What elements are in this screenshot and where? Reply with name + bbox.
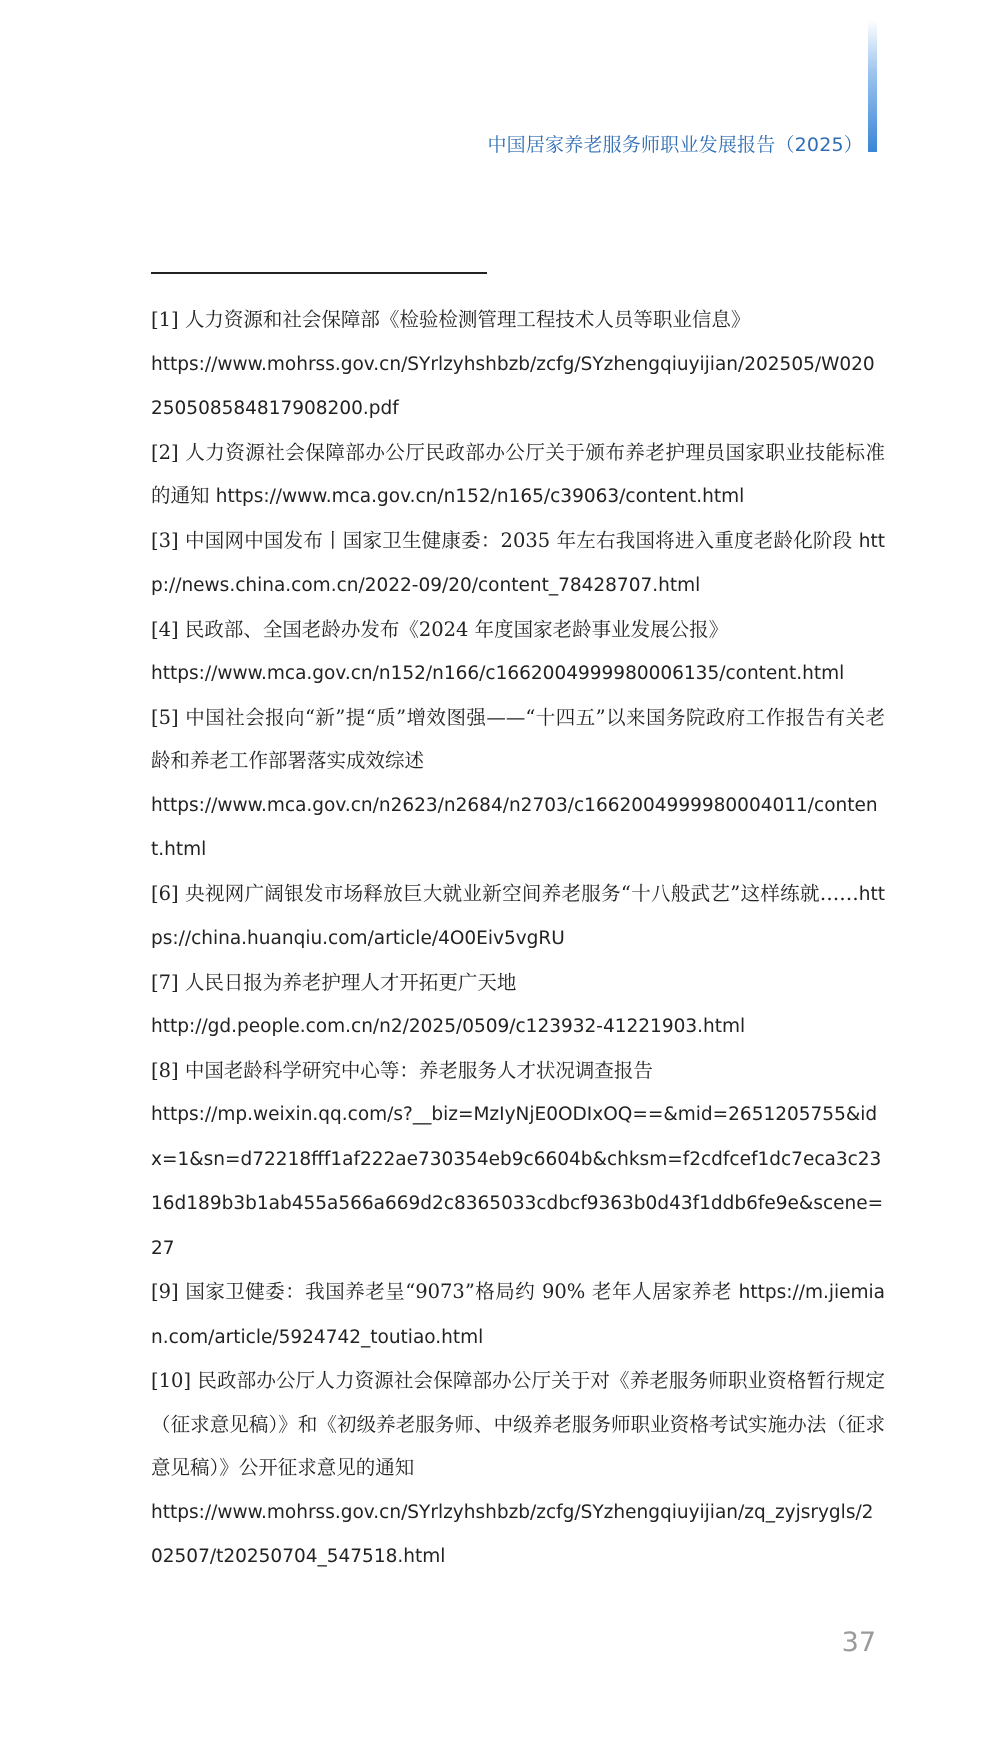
reference-title: 国家卫健委：我国养老呈“9073”格局约 90% 老年人居家养老 — [185, 1280, 732, 1303]
reference-number: [8] — [151, 1058, 179, 1082]
reference-title: 人力资源和社会保障部《检验检测管理工程技术人员等职业信息》 — [184, 308, 751, 331]
reference-link[interactable]: http://gd.people.com.cn/n2/2025/0509/c123932-41221903.html — [151, 1016, 746, 1037]
reference-number: [7] — [151, 970, 179, 994]
reference-title: 人力资源社会保障部办公厅民政部办公厅关于颁布养老护理员国家职业技能标准的通知 — [151, 440, 885, 507]
reference-item — [151, 1359, 885, 1579]
reference-item — [151, 608, 885, 696]
page-number: 37 — [841, 1627, 876, 1658]
reference-item — [151, 872, 885, 961]
reference-number: [9] — [151, 1280, 179, 1303]
reference-item — [151, 1049, 885, 1271]
reference-link[interactable]: https://www.mca.gov.cn/n2623/n2684/n2703/c1662004999980004011/content.html — [151, 794, 878, 860]
header-accent-bar — [868, 20, 877, 152]
reference-number: [5] — [151, 705, 179, 729]
reference-title: 人民日报为养老护理人才开拓更广天地 — [184, 970, 517, 994]
reference-link[interactable]: https://www.mca.gov.cn/n152/n166/c1662004999980006135/content.html — [151, 663, 845, 684]
reference-link[interactable]: https://www.mohrss.gov.cn/SYrlzyhshbzb/zcfg/SYzhengqiuyijian/zq_zyjsrygls/202507/t20250704_547518.html — [151, 1501, 874, 1567]
reference-link[interactable]: https://www.mohrss.gov.cn/SYrlzyhshbzb/zcfg/SYzhengqiuyijian/202505/W020250508584817908200.pdf — [151, 353, 875, 419]
reference-link[interactable]: https://china.huanqiu.com/article/4O0Eiv5vgRU — [151, 883, 885, 949]
reference-number: [1] — [151, 308, 179, 331]
reference-item — [151, 1270, 885, 1359]
reference-title: 央视网广阔银发市场释放巨大就业新空间养老服务“十八般武艺”这样练就…… — [185, 881, 859, 905]
running-header-title: 中国居家养老服务师职业发展报告（2025） — [487, 134, 863, 156]
reference-list — [151, 298, 885, 1579]
reference-number: [3] — [151, 528, 179, 552]
reference-item — [151, 519, 885, 608]
reference-item — [151, 298, 885, 431]
reference-title: 民政部、全国老龄办发布《2024 年度国家老龄事业发展公报》 — [184, 617, 729, 641]
reference-title: 中国网中国发布丨国家卫生健康委：2035 年左右我国将进入重度老龄化阶段 — [185, 528, 853, 552]
reference-title: 民政部办公厅人力资源社会保障部办公厅关于对《养老服务师职业资格暂行规定（征求意见稿）》和《初级养老服务师、中级养老服务师职业资格考试实施办法（征求意见稿）》公开征求意见的通知 — [151, 1369, 885, 1479]
reference-title: 中国社会报向“新”提“质”增效图强——“十四五”以来国务院政府工作报告有关老龄和养老工作部署落实成效综述 — [151, 705, 885, 772]
reference-link[interactable]: https://mp.weixin.qq.com/s?__biz=MzIyNjE0ODIxOQ==&mid=2651205755&idx=1&sn=d72218fff1af222ae730354eb9c6604b&chksm=f2cdfcef1dc7eca3c2316d189b3b1ab455a566a669d2c8365033cdbcf9363b0d43f1ddb6fe9e&scene=27 — [151, 1104, 884, 1259]
reference-link[interactable]: https://m.jiemian.com/article/5924742_toutiao.html — [151, 1282, 886, 1348]
reference-item — [151, 696, 885, 872]
reference-link[interactable]: http://news.china.com.cn/2022-09/20/content_78428707.html — [151, 530, 885, 596]
reference-number: [10] — [151, 1369, 192, 1392]
reference-number: [2] — [151, 440, 179, 464]
reference-item — [151, 431, 885, 519]
reference-number: [4] — [151, 617, 179, 641]
reference-link[interactable]: https://www.mca.gov.cn/n152/n165/c39063/content.html — [215, 486, 745, 507]
footnote-separator-rule — [151, 272, 487, 274]
reference-title: 中国老龄科学研究中心等：养老服务人才状况调查报告 — [184, 1058, 653, 1082]
reference-item — [151, 961, 885, 1049]
reference-number: [6] — [151, 881, 179, 905]
